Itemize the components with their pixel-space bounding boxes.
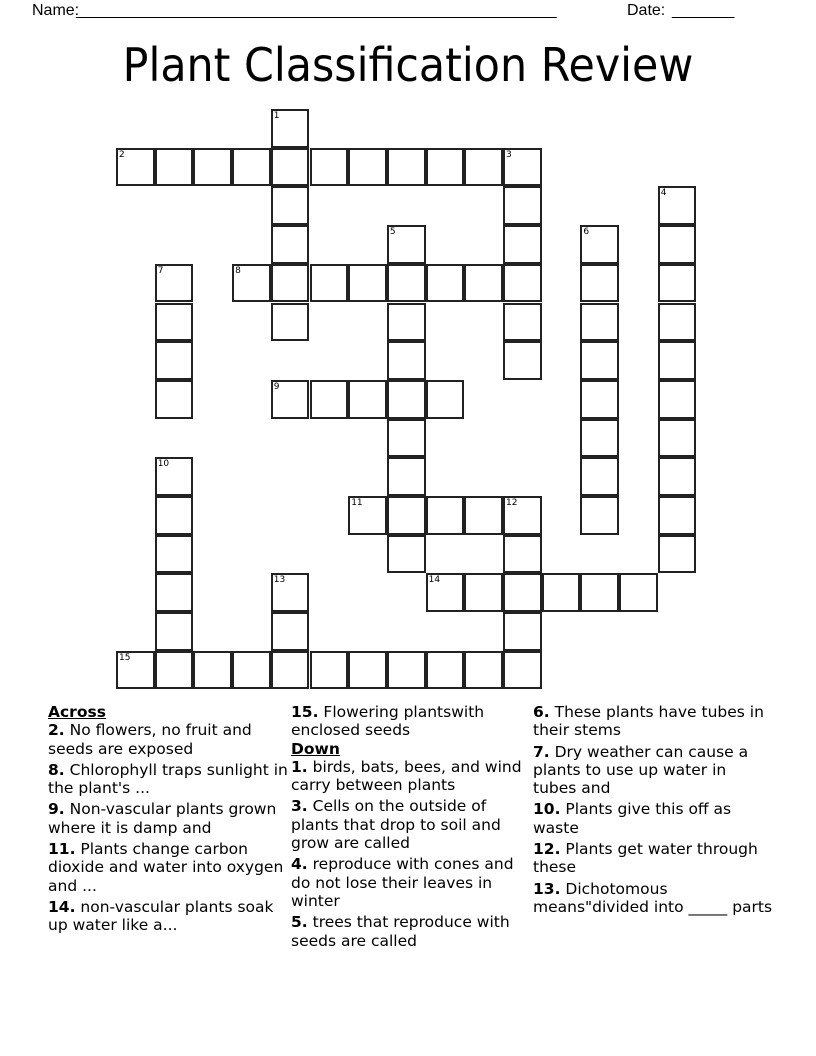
grid-cell[interactable]	[658, 496, 697, 535]
grid-cell[interactable]	[387, 380, 426, 419]
grid-cell[interactable]	[232, 148, 271, 187]
grid-cell[interactable]	[271, 148, 310, 187]
clue-across-11	[48, 840, 288, 895]
grid-cell[interactable]	[232, 651, 271, 690]
grid-cell[interactable]	[426, 496, 465, 535]
grid-cell[interactable]	[580, 341, 619, 380]
clue-text: Chlorophyll traps sunlight in the plant's ...	[48, 760, 288, 798]
grid-cell[interactable]	[658, 186, 697, 225]
grid-cell[interactable]	[271, 573, 310, 612]
clue-text: Dichotomous means"divided into _____ parts	[533, 879, 773, 916]
grid-cell[interactable]	[387, 419, 426, 458]
grid-cell[interactable]	[387, 303, 426, 342]
clue-down-7	[533, 743, 773, 798]
grid-cell[interactable]	[580, 457, 619, 496]
grid-cell[interactable]	[464, 264, 503, 303]
clues-column-1	[48, 703, 288, 938]
grid-cell[interactable]	[348, 651, 387, 690]
grid-cell[interactable]	[580, 303, 619, 342]
clue-number-label: 3	[506, 149, 512, 160]
grid-cell[interactable]	[348, 380, 387, 419]
grid-cell[interactable]	[232, 264, 271, 303]
clue-text: Dry weather can cause a plants to use up water in tubes and	[533, 742, 749, 798]
grid-cell[interactable]	[387, 651, 426, 690]
grid-cell[interactable]	[426, 380, 465, 419]
grid-cell[interactable]	[426, 264, 465, 303]
clue-number-label: 4	[660, 188, 667, 199]
across-heading: Across	[48, 703, 106, 721]
clue-text: Plants give this off as waste	[533, 800, 732, 837]
grid-cell[interactable]	[155, 535, 194, 574]
clue-down-6	[533, 703, 773, 740]
clue-number: 5.	[291, 913, 308, 932]
grid-cell[interactable]	[658, 341, 697, 380]
clue-number: 11.	[48, 840, 76, 859]
clue-number: 13.	[533, 879, 561, 898]
clue-number: 12.	[533, 840, 561, 859]
grid-cell[interactable]	[155, 303, 194, 342]
grid-cell[interactable]	[503, 303, 542, 342]
clue-number: 8.	[48, 760, 65, 779]
grid-cell[interactable]	[619, 573, 658, 612]
clue-down-1	[291, 758, 531, 795]
down-heading: Down	[291, 739, 340, 758]
grid-cell[interactable]	[426, 148, 465, 187]
clue-number-label: 15	[119, 652, 131, 663]
clue-number: 7.	[533, 742, 550, 761]
grid-cell[interactable]	[464, 573, 503, 612]
clue-across-8	[48, 761, 288, 798]
date-field[interactable]: _______	[672, 2, 735, 19]
clue-down-12	[533, 840, 773, 877]
grid-cell[interactable]	[503, 225, 542, 264]
clue-number-label: 9	[273, 381, 280, 392]
grid-cell[interactable]	[542, 573, 581, 612]
grid-cell[interactable]	[271, 109, 310, 148]
clue-text: reproduce with cones and do not lose their leaves in winter	[291, 855, 514, 910]
clue-across-15	[291, 703, 531, 740]
clue-number-label: 5	[389, 227, 396, 238]
grid-cell[interactable]	[658, 457, 697, 496]
clue-number: 14.	[48, 897, 76, 916]
grid-cell[interactable]	[155, 573, 194, 612]
clue-number: 6.	[533, 703, 550, 721]
grid-cell[interactable]	[387, 264, 426, 303]
grid-cell[interactable]	[271, 186, 310, 225]
grid-cell[interactable]	[658, 264, 697, 303]
grid-cell[interactable]	[464, 148, 503, 187]
grid-cell[interactable]	[155, 651, 194, 690]
grid-cell[interactable]	[658, 303, 697, 342]
grid-cell[interactable]	[387, 457, 426, 496]
clue-text: Plants change carbon dioxide and water into oxygen and ...	[48, 840, 284, 895]
clue-number-label: 11	[351, 498, 363, 508]
clue-number-label: 12	[506, 498, 518, 508]
grid-cell[interactable]	[155, 264, 194, 303]
clue-across-2	[48, 721, 288, 758]
grid-cell[interactable]	[464, 496, 503, 535]
clue-number: 1.	[291, 757, 308, 776]
grid-cell[interactable]	[503, 496, 542, 535]
clue-number-label: 6	[583, 227, 590, 238]
grid-cell[interactable]	[503, 186, 542, 225]
grid-cell[interactable]	[426, 651, 465, 690]
clue-down-10	[533, 800, 773, 837]
grid-cell[interactable]	[155, 148, 194, 187]
clue-number-label: 1	[273, 111, 280, 121]
grid-cell[interactable]	[387, 496, 426, 535]
name-field[interactable]: ______________________________________________________	[76, 2, 557, 19]
grid-cell[interactable]	[387, 148, 426, 187]
grid-cell[interactable]	[387, 341, 426, 380]
grid-cell[interactable]	[503, 573, 542, 612]
clue-text: These plants have tubes in their stems	[533, 703, 764, 740]
grid-cell[interactable]	[271, 264, 310, 303]
grid-cell[interactable]	[580, 419, 619, 458]
grid-cell[interactable]	[271, 651, 310, 690]
grid-cell[interactable]	[387, 535, 426, 574]
clue-number: 4.	[291, 855, 308, 874]
grid-cell[interactable]	[658, 225, 697, 264]
clue-number: 15.	[291, 703, 319, 721]
grid-cell[interactable]	[155, 496, 194, 535]
grid-cell[interactable]	[310, 651, 349, 690]
grid-cell[interactable]	[658, 419, 697, 458]
grid-cell[interactable]	[503, 341, 542, 380]
clue-text: Plants get water through these	[533, 840, 758, 877]
clue-text: Non-vascular plants grown where it is damp and	[48, 800, 277, 837]
grid-cell[interactable]	[310, 380, 349, 419]
grid-cell[interactable]	[271, 612, 310, 651]
grid-cell[interactable]	[464, 651, 503, 690]
grid-cell[interactable]	[348, 496, 387, 535]
grid-cell[interactable]	[193, 148, 232, 187]
grid-cell[interactable]	[580, 573, 619, 612]
name-label: Name:	[32, 2, 80, 19]
grid-cell[interactable]	[503, 612, 542, 651]
grid-cell[interactable]	[348, 148, 387, 187]
clue-number-label: 2	[119, 149, 125, 160]
clue-number: 9.	[48, 800, 65, 819]
clue-down-5	[291, 913, 531, 950]
clue-number-label: 13	[273, 575, 286, 586]
clue-text: No flowers, no fruit and seeds are exposed	[48, 721, 252, 758]
grid-cell[interactable]	[503, 535, 542, 574]
clue-down-4	[291, 855, 531, 910]
clue-text: trees that reproduce with seeds are called	[291, 913, 510, 950]
grid-cell[interactable]	[348, 264, 387, 303]
grid-cell[interactable]	[580, 225, 619, 264]
grid-cell[interactable]	[503, 264, 542, 303]
grid-cell[interactable]	[271, 380, 310, 419]
clue-number: 3.	[291, 797, 308, 816]
grid-cell[interactable]	[193, 651, 232, 690]
clue-text: Flowering plantswith enclosed seeds	[291, 703, 485, 740]
clue-number-label: 7	[157, 265, 164, 276]
grid-cell[interactable]	[426, 573, 465, 612]
grid-cell[interactable]	[580, 496, 619, 535]
clue-number-label: 14	[428, 575, 441, 586]
date-label: Date:	[627, 2, 666, 19]
grid-cell[interactable]	[155, 612, 194, 651]
clue-text: birds, bats, bees, and wind carry between plants	[291, 757, 522, 795]
grid-cell[interactable]	[387, 225, 426, 264]
grid-cell[interactable]	[310, 148, 349, 187]
clue-across-14	[48, 898, 288, 935]
clue-across-9	[48, 800, 288, 837]
clue-down-13	[533, 880, 773, 917]
clue-text: non-vascular plants soak up water like a...	[48, 897, 274, 935]
grid-cell[interactable]	[503, 651, 542, 690]
grid-cell[interactable]	[155, 380, 194, 419]
clues-column-3	[533, 703, 773, 919]
grid-cell[interactable]	[658, 535, 697, 574]
clue-number: 10.	[533, 800, 561, 819]
grid-cell[interactable]	[310, 264, 349, 303]
grid-cell[interactable]	[271, 303, 310, 342]
clue-number-label: 10	[157, 459, 170, 470]
grid-cell[interactable]	[580, 264, 619, 303]
grid-cell[interactable]	[580, 380, 619, 419]
grid-cell[interactable]	[503, 148, 542, 187]
clues-column-2	[291, 703, 531, 953]
grid-cell[interactable]	[155, 457, 194, 496]
grid-cell[interactable]	[271, 225, 310, 264]
clue-text: Cells on the outside of plants that drop to soil and grow are called	[291, 797, 501, 853]
clue-number-label: 8	[235, 265, 241, 276]
grid-cell[interactable]	[658, 380, 697, 419]
grid-cell[interactable]	[116, 651, 155, 690]
page-title: Plant Classification Review	[122, 38, 694, 92]
clue-down-3	[291, 797, 531, 852]
grid-cell[interactable]	[155, 341, 194, 380]
grid-cell[interactable]	[116, 148, 155, 187]
clue-number: 2.	[48, 721, 65, 740]
